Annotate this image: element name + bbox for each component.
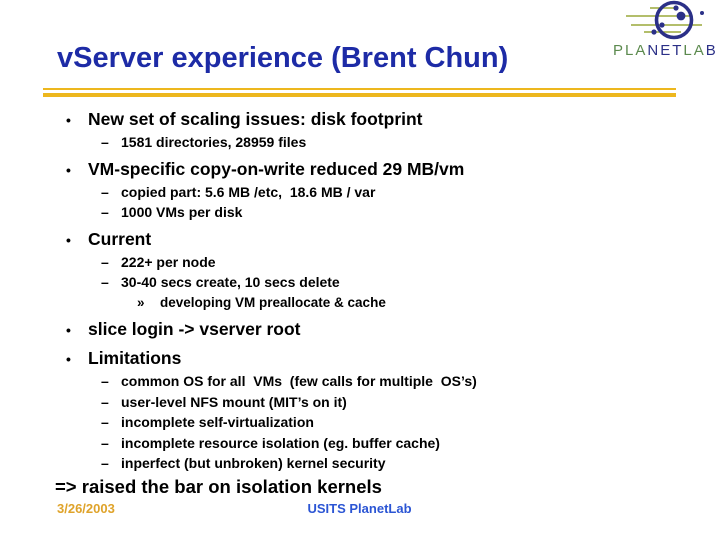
- bullet-marker: •: [66, 231, 71, 248]
- bullet-item: [0, 226, 719, 252]
- bullet-marker: •: [66, 161, 71, 178]
- bullet-text: 30-40 secs create, 10 secs delete: [121, 274, 340, 290]
- bullet-marker: •: [66, 322, 71, 338]
- bullet-marker: »: [137, 294, 145, 310]
- bullet-item: [0, 412, 719, 433]
- bullet-item: [0, 371, 719, 392]
- bullet-marker: –: [101, 373, 109, 389]
- bullet-text: New set of scaling issues: disk footprint: [88, 109, 423, 129]
- footer-date: 3/26/2003: [57, 501, 115, 516]
- bullet-marker: –: [101, 204, 109, 220]
- bullet-item: [0, 182, 719, 203]
- bullet-marker: –: [101, 414, 109, 430]
- bullet-text: Limitations: [88, 348, 182, 368]
- bullet-marker: –: [101, 274, 109, 290]
- planetlab-network-icon: [617, 0, 719, 42]
- bullet-item: [0, 433, 719, 454]
- bullet-marker: •: [66, 112, 71, 128]
- divider-thin-line: [43, 88, 676, 90]
- title-divider: [43, 88, 676, 97]
- bullet-text: user-level NFS mount (MIT’s on it): [121, 393, 347, 410]
- bullet-marker: •: [66, 351, 71, 367]
- bullet-text: inperfect (but unbroken) kernel security: [121, 455, 386, 471]
- bullet-item: [0, 252, 719, 273]
- bullet-item: [0, 132, 719, 153]
- bullet-item: [0, 272, 719, 293]
- bullet-item: [0, 293, 719, 314]
- bullet-text: Current: [88, 228, 152, 249]
- bullet-text: VM-specific copy-on-write reduced 29 MB/vm: [88, 158, 465, 179]
- slide-title: vServer experience (Brent Chun): [57, 42, 509, 74]
- slide-footer: [0, 501, 719, 521]
- planetlab-logo: [613, 0, 719, 59]
- planetlab-logo-wordmark: PLANETLAB: [613, 42, 718, 59]
- bullet-item: [0, 202, 719, 223]
- bullet-text: copied part: 5.6 MB /etc, 18.6 MB / var: [121, 183, 376, 200]
- bullet-text: incomplete resource isolation (eg. buffer cache): [121, 434, 440, 451]
- bullet-text: common OS for all VMs (few calls for multiple OS’s): [121, 373, 477, 389]
- bullet-text: 222+ per node: [121, 253, 216, 270]
- bullet-text: slice login -> vserver root: [88, 319, 301, 339]
- bullet-marker: –: [101, 253, 109, 270]
- divider-thick-line: [43, 93, 676, 97]
- footer-center-label: USITS PlanetLab: [307, 501, 412, 516]
- conclusion-line: => raised the bar on isolation kernels: [55, 475, 382, 497]
- bullet-text: 1581 directories, 28959 files: [121, 134, 307, 150]
- bullet-list: [0, 106, 719, 499]
- bullet-item: [0, 392, 719, 413]
- bullet-item: [0, 345, 719, 371]
- bullet-marker: –: [101, 455, 109, 471]
- bullet-marker: –: [101, 183, 109, 200]
- bullet-text: developing VM preallocate & cache: [160, 294, 386, 310]
- bullet-marker: –: [101, 393, 109, 410]
- bullet-text: 1000 VMs per disk: [121, 204, 243, 220]
- bullet-item: [0, 106, 719, 132]
- bullet-marker: –: [101, 134, 109, 150]
- bullet-item: [0, 316, 719, 342]
- bullet-text: incomplete self-virtualization: [121, 414, 314, 430]
- bullet-marker: –: [101, 434, 109, 451]
- bullet-item: [0, 156, 719, 182]
- bullet-item: [0, 453, 719, 474]
